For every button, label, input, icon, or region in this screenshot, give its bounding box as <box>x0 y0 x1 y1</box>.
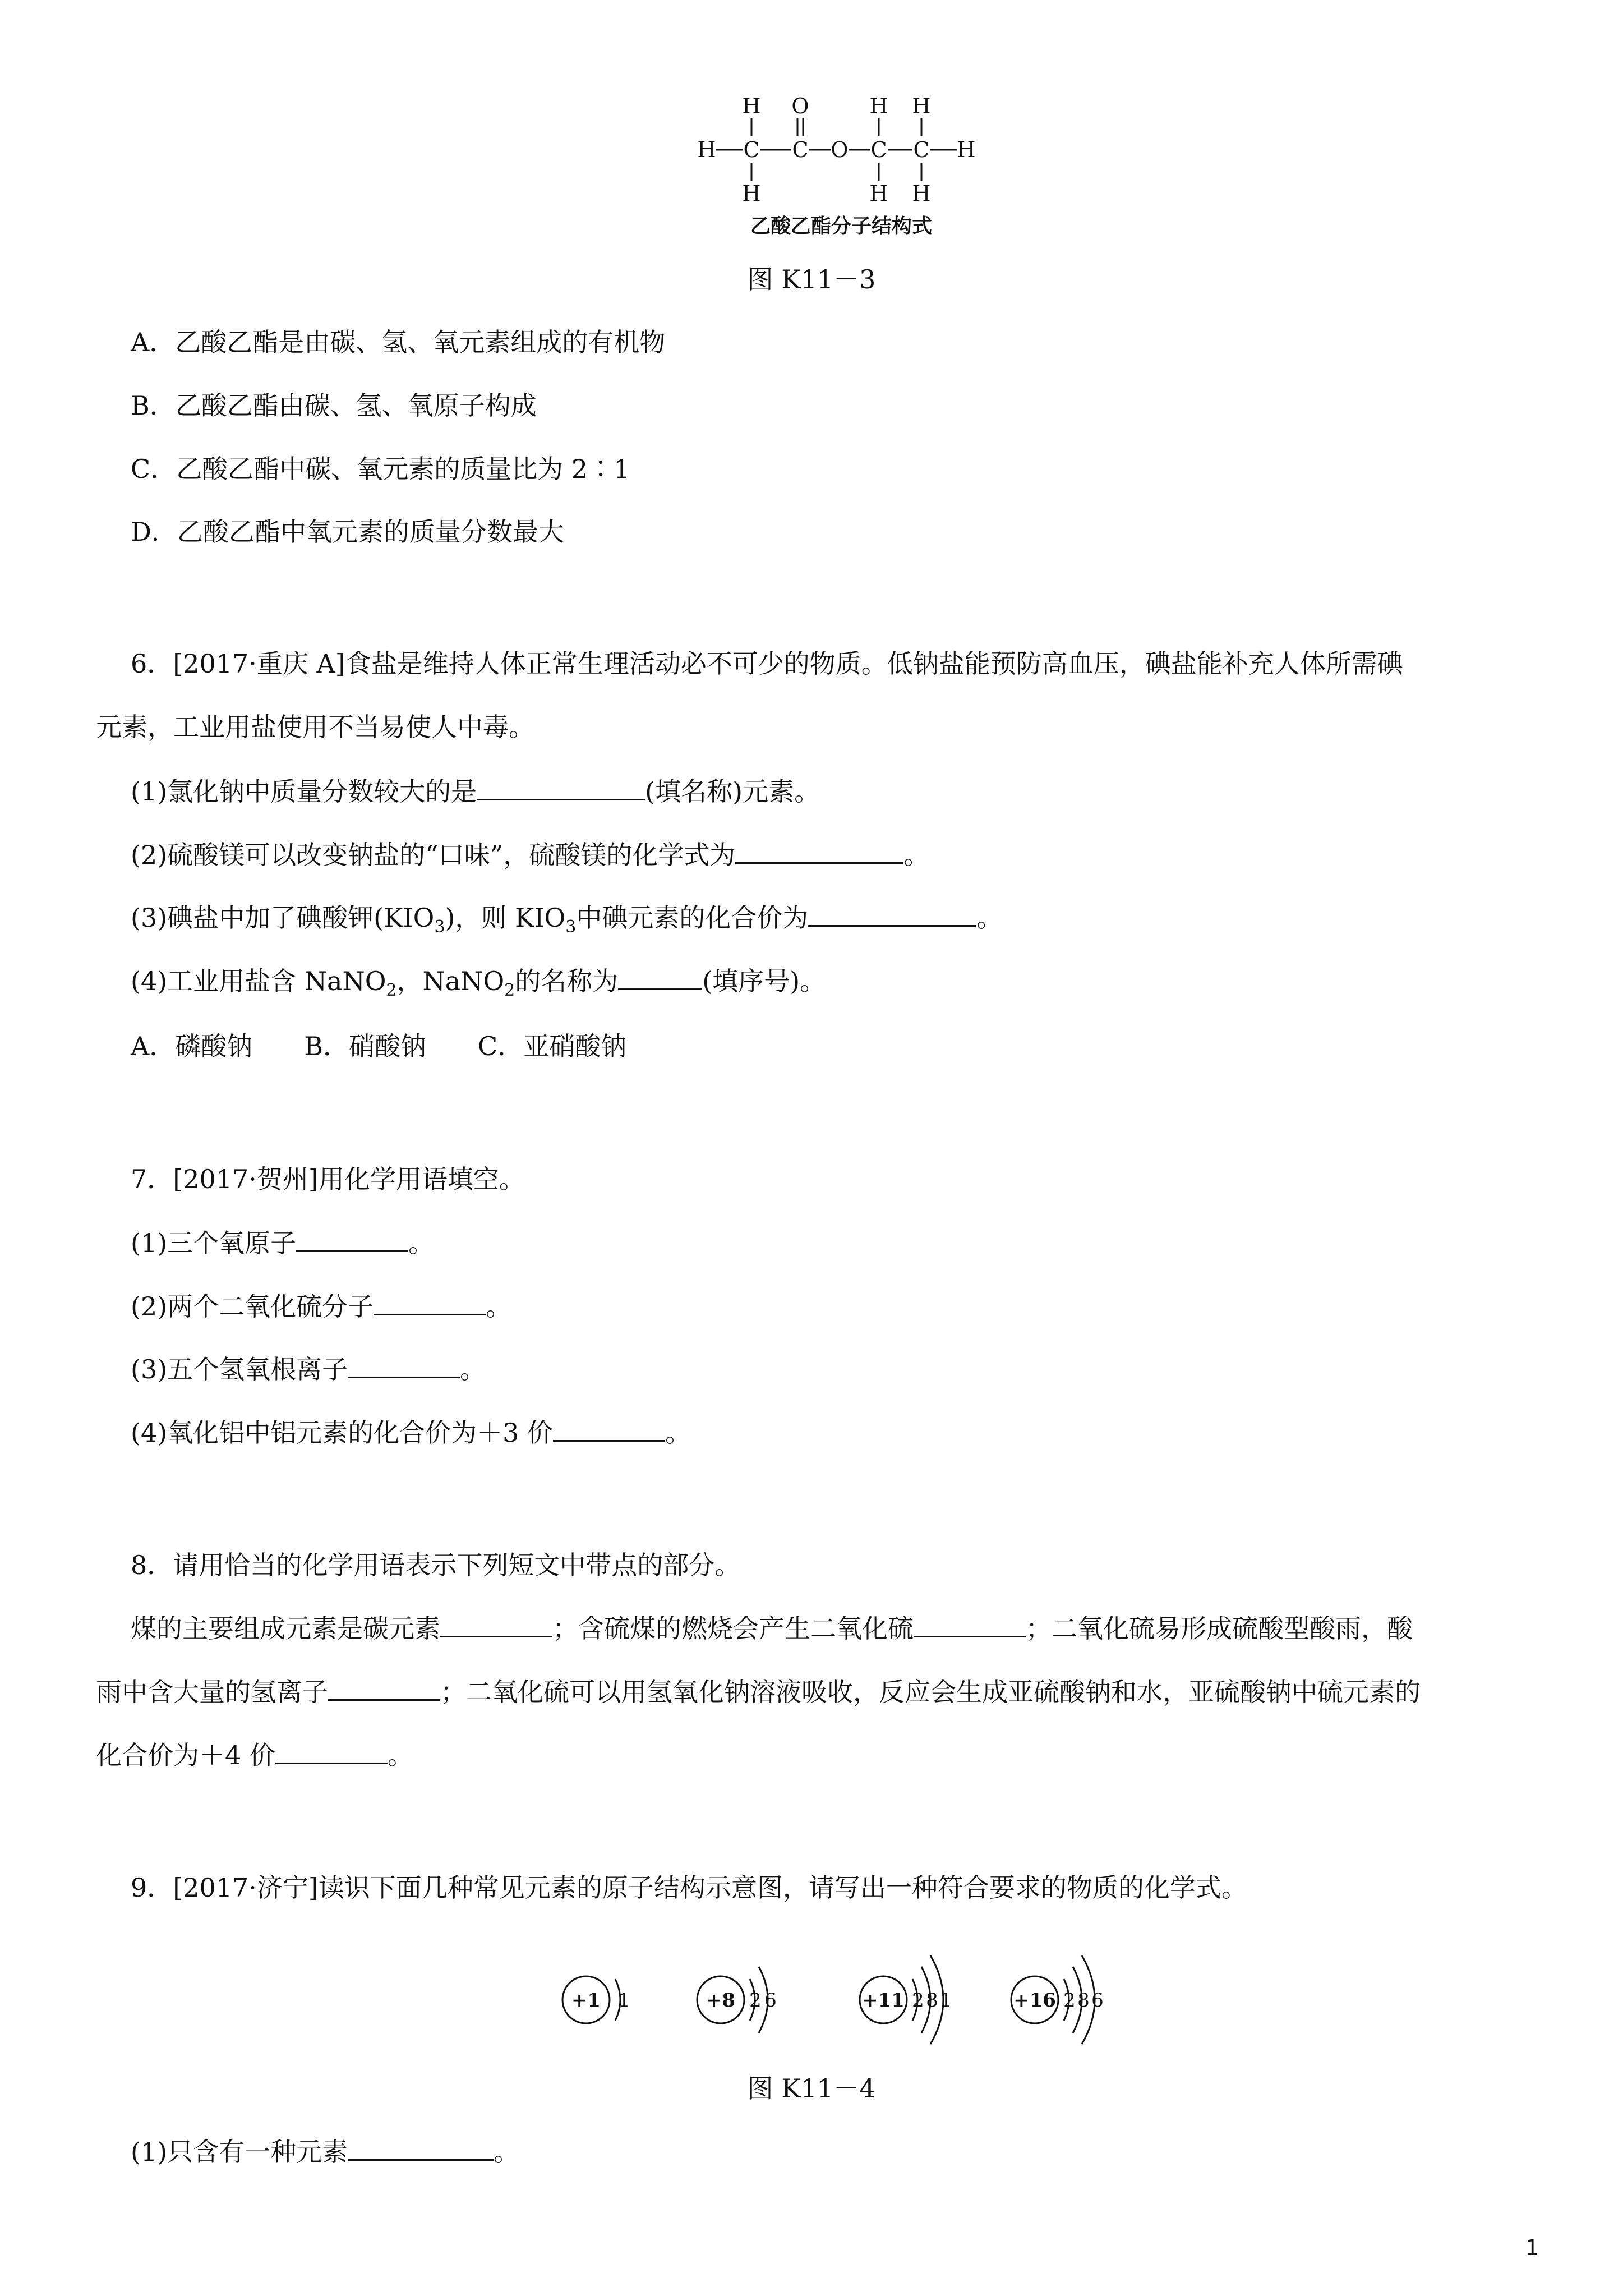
q6-part4-text: (4)工业用盐含 NaNO <box>131 966 386 996</box>
answer-blank[interactable] <box>477 774 645 800</box>
answer-blank[interactable] <box>808 900 976 927</box>
atom-h: H <box>912 94 931 118</box>
atom-c: C <box>913 137 930 162</box>
shell-electron-count: 8 <box>1077 1989 1090 2012</box>
q8-text: ；二氧化硫可以用氢氧化钠溶液吸收，反应会生成亚硫酸钠和水，亚硫酸钠中硫元素的 <box>440 1677 1421 1707</box>
answer-blank[interactable] <box>348 1352 460 1378</box>
q7-item-text: (2)两个二氧化硫分子 <box>131 1291 374 1322</box>
q5-option-d: D．乙酸乙酯中氧元素的质量分数最大 <box>131 517 564 547</box>
answer-blank[interactable] <box>440 1611 552 1637</box>
q6-part1 <box>131 774 820 808</box>
answer-blank[interactable] <box>553 1415 665 1442</box>
q8-text: 化合价为＋4 价 <box>96 1740 275 1770</box>
atom-h: H <box>697 137 716 162</box>
q9-part1-text: (1)只含有一种元素 <box>131 2137 348 2167</box>
shell-electron-count: 6 <box>764 1989 777 2012</box>
atom-o: O <box>791 94 809 118</box>
answer-blank[interactable] <box>348 2134 494 2161</box>
q5-option-c: C．乙酸乙酯中碳、氧元素的质量比为 2∶1 <box>131 454 630 484</box>
shell-electron-count: 2 <box>749 1989 762 2012</box>
atom-h: H <box>957 137 976 162</box>
q8-passage-line1 <box>131 1611 1413 1645</box>
q6-stem-line1: 6．[2017·重庆 A]食盐是维持人体正常生理活动必不可少的物质。低钠盐能预防高血压，碘盐能补充人体所需碘 <box>131 648 1403 679</box>
answer-blank[interactable] <box>374 1289 486 1315</box>
subscript: 3 <box>565 917 577 937</box>
page-number: 1 <box>1525 2235 1539 2260</box>
q8-text: 煤的主要组成元素是碳元素 <box>131 1613 440 1644</box>
q6-part3 <box>131 900 1002 944</box>
shell-electron-count: 1 <box>940 1989 952 2012</box>
q6-part3-text: )，则 KIO <box>445 903 566 933</box>
shell-electron-count: 2 <box>1063 1989 1076 2012</box>
atom-c: C <box>870 137 887 162</box>
nucleus-charge: +8 <box>706 1989 736 2012</box>
q6-part4-text: ，NaNO <box>396 966 505 996</box>
q8-text: ；二氧化硫易形成硫酸型酸雨，酸 <box>1026 1613 1413 1644</box>
atomic-structure-diagrams <box>550 1947 1110 2053</box>
q6-part2-suffix: 。 <box>903 840 930 870</box>
atom-c: C <box>743 137 760 162</box>
q7-stem: 7．[2017·贺州]用化学用语填空。 <box>131 1164 525 1194</box>
shell-electron-count: 1 <box>618 1989 630 2012</box>
q6-part2-text: (2)硫酸镁可以改变钠盐的“口味”，硫酸镁的化学式为 <box>131 840 736 870</box>
shell-electron-count: 6 <box>1091 1989 1104 2012</box>
q6-part1-suffix: (填名称)元素。 <box>645 776 820 807</box>
atom-h: H <box>869 181 888 206</box>
atom-h: H <box>912 181 931 206</box>
q6-part4 <box>131 964 826 1007</box>
q7-item-1 <box>131 1226 434 1260</box>
answer-blank[interactable] <box>618 964 702 990</box>
q9-stem: 9．[2017·济宁]读识下面几种常见元素的原子结构示意图，请写出一种符合要求的物质的化学式。 <box>131 1872 1247 1903</box>
q8-text: ；含硫煤的燃烧会产生二氧化硫 <box>552 1613 914 1644</box>
q7-item-4 <box>131 1415 691 1450</box>
q8-passage-line2 <box>96 1674 1421 1709</box>
q7-item-suffix: 。 <box>408 1228 435 1258</box>
nucleus-charge: +16 <box>1013 1989 1056 2012</box>
figure-caption-k11-4: 图 K11－4 <box>747 2073 876 2104</box>
answer-blank[interactable] <box>296 1226 408 1252</box>
nucleus-charge: +11 <box>862 1989 905 2012</box>
atom-o: O <box>831 137 849 162</box>
q7-item-2 <box>131 1289 511 1323</box>
q5-option-a: A．乙酸乙酯是由碳、氢、氧元素组成的有机物 <box>131 327 666 357</box>
ethyl-acetate-structure-diagram <box>695 90 987 241</box>
q6-part2 <box>131 838 929 872</box>
answer-blank[interactable] <box>735 838 903 864</box>
q7-item-suffix: 。 <box>665 1418 691 1448</box>
q8-stem: 8．请用恰当的化学用语表示下列短文中带点的部分。 <box>131 1550 741 1580</box>
atom-h: H <box>742 94 761 118</box>
q9-part1 <box>131 2134 519 2169</box>
q5-option-b: B．乙酸乙酯由碳、氢、氧原子构成 <box>131 390 537 421</box>
q6-part1-text: (1)氯化钠中质量分数较大的是 <box>131 776 477 807</box>
answer-blank[interactable] <box>328 1674 440 1701</box>
figure-caption-k11-3: 图 K11－3 <box>747 264 876 295</box>
q6-part3-text: (3)碘盐中加了碘酸钾(KIO <box>131 903 435 933</box>
subscript: 3 <box>434 917 445 937</box>
q9-part1-suffix: 。 <box>494 2137 520 2167</box>
q7-item-text: (3)五个氢氧根离子 <box>131 1354 348 1384</box>
subscript: 2 <box>386 981 397 1001</box>
q7-item-suffix: 。 <box>486 1291 512 1322</box>
subscript: 2 <box>504 981 515 1001</box>
q8-text: 雨中含大量的氢离子 <box>96 1677 328 1707</box>
q7-item-suffix: 。 <box>460 1354 486 1384</box>
q6-part4-suffix: (填序号)。 <box>702 966 826 996</box>
q6-part4-options: A．磷酸钠 B．硝酸钠 C．亚硝酸钠 <box>131 1031 627 1061</box>
atom-c: C <box>792 137 809 162</box>
q7-item-text: (1)三个氧原子 <box>131 1228 297 1258</box>
q8-passage-line3 <box>96 1738 413 1772</box>
answer-blank[interactable] <box>914 1611 1026 1637</box>
atom-h: H <box>742 181 761 206</box>
shell-electron-count: 2 <box>912 1989 924 2012</box>
q6-stem-line2: 元素，工业用盐使用不当易使人中毒。 <box>96 712 534 742</box>
atom-h: H <box>869 94 888 118</box>
answer-blank[interactable] <box>275 1738 388 1764</box>
q6-part3-suffix: 。 <box>976 903 1003 933</box>
q7-item-text: (4)氧化铝中铝元素的化合价为＋3 价 <box>131 1418 554 1448</box>
q6-part3-text: 中碘元素的化合价为 <box>576 903 809 933</box>
q6-part4-text: 的名称为 <box>515 966 619 996</box>
shell-electron-count: 8 <box>926 1989 938 2012</box>
diagram-title: 乙酸乙酯分子结构式 <box>750 215 933 238</box>
nucleus-charge: +1 <box>571 1989 601 2012</box>
q7-item-3 <box>131 1352 486 1386</box>
q8-text: 。 <box>387 1740 413 1770</box>
